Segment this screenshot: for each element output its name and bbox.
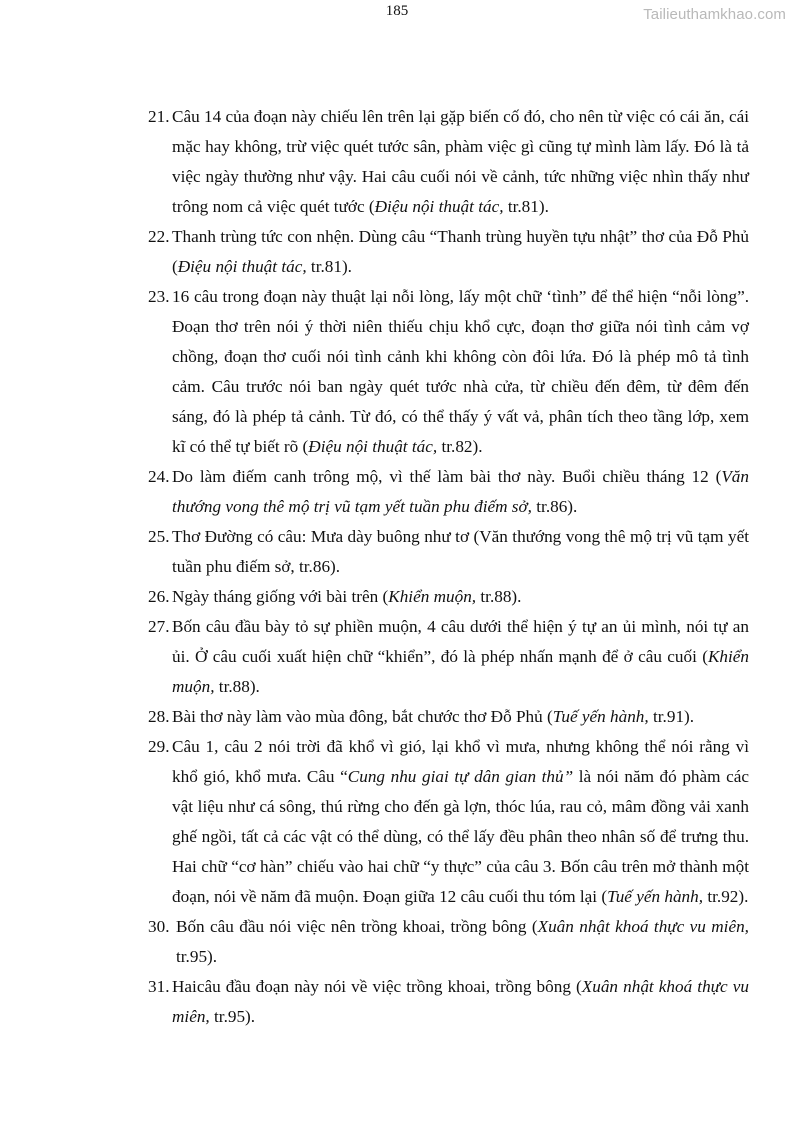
footnote-text-segment: Bốn câu đầu bày tỏ sự phiền muộn, 4 câu dưới thể hiện ý tự an ủi mình, nói tự an ủi. Ở câu cuối xuất hiện chữ “khiển”, đó là phép nhấn mạnh để ở câu cuối ( (172, 617, 749, 666)
footnote-text (172, 222, 749, 282)
footnote-text (172, 612, 749, 702)
footnote-text (172, 972, 749, 1032)
footnote-item (148, 522, 749, 582)
footnote-text-segment: Bốn câu đầu nói việc nên trồng khoai, trồng bông ( (176, 917, 538, 936)
footnote-text (172, 102, 749, 222)
footnote-source-title: Điệu nội thuật tác, (374, 197, 504, 216)
footnote-text-segment: tr.95). (176, 947, 218, 966)
footnote-text-segment: tr.88). (476, 587, 522, 606)
footnote-text-segment: Thơ Đường có câu: Mưa dày buông như tơ (Văn thướng vong thê mộ trị vũ tạm yết tuần phu điếm sở, tr.86). (172, 527, 749, 576)
footnote-text-segment: tr.91). (648, 707, 695, 726)
footnote-text-segment: Bài thơ này làm vào mùa đông, bắt chước thơ Đỗ Phủ ( (172, 707, 553, 726)
footnote-number: 30. (148, 917, 170, 936)
footnote-number: 21. (148, 107, 170, 126)
footnote-item (148, 582, 749, 612)
footnote-item (148, 222, 749, 282)
footnote-text-segment: Câu 1, câu 2 nói trời đã khổ vì gió, lại khổ vì mưa, nhưng không thể nói rằng vì khổ gió, khổ mưa. Câu “ (172, 737, 749, 786)
footnote-source-title: Văn thướng vong thê mộ trị vũ tạm yết tuần phu điếm sở, (172, 467, 749, 516)
footnote-text-segment: tr.88). (214, 677, 260, 696)
footnote-number: 22. (148, 227, 170, 246)
footnote-text-segment: là nói năm đó phàm các vật liệu như cá sông, thú rừng cho đến gà lợn, thóc lúa, rau cỏ, mâm đồng vải xanh ghế ngồi, tất cả các vật có thể dùng, có thể lấy đều phân theo nhân số để trưng thu. Hai chữ “cơ hàn” chiếu vào hai chữ “y thực” của câu 3. Bốn câu trên mở thành một đoạn, nói về năm đã muộn. Đoạn giữa 12 câu cuối thu tóm lại ( (172, 767, 750, 906)
footnote-text-segment: tr.81). (503, 197, 549, 216)
footnote-text (176, 912, 749, 972)
footnote-number: 29. (148, 737, 170, 756)
footnote-source-title: Điệu nội thuật tác, (308, 437, 438, 456)
footnote-source-title: Tuế yến hành, (607, 887, 704, 906)
footnote-item (148, 612, 749, 702)
footnote-source-title: Khiển muộn, (388, 587, 477, 606)
footnote-text-segment: Câu 14 của đoạn này chiếu lên trên lại gặp biến cố đó, cho nên từ việc có cái ăn, cái mặc hay không, trừ việc quét tước sân, phàm việc gì cũng tự mình làm lấy. Đó là tả việc ngày thường như vậy. Hai câu cuối nói về cảnh, tức những việc nhìn thấy như trông nom cả việc quét tước ( (172, 107, 749, 216)
footnote-text (172, 462, 749, 522)
footnote-number: 23. (148, 287, 170, 306)
footnote-number: 26. (148, 587, 170, 606)
footnote-text-segment: 16 câu trong đoạn này thuật lại nỗi lòng, lấy một chữ ‘tình” để thể hiện “nỗi lòng”. Đoạn thơ trên nói ý thời niên thiếu chịu khổ cực, đoạn thơ giữa nói tình cảm vợ chồng, đoạn thơ cuối nói tình cảnh khi không còn đôi lứa. Đó là phép mô tả tình cảm. Câu trước nói ban ngày quét tước nhà cửa, từ chiều đến đêm, từ đêm đến sáng, đó là phép tả cảnh. Từ đó, có thể thấy ý vất vả, phân tích theo tầng lớp, xem kĩ có thể tự biết rõ ( (172, 287, 749, 456)
notes-list (148, 102, 749, 1032)
footnote-text (172, 732, 749, 912)
footnote-item (148, 972, 749, 1032)
footnote-number: 25. (148, 527, 170, 546)
footnote-text (172, 582, 749, 612)
watermark: Tailieuthamkhao.com (643, 6, 786, 23)
footnote-item (148, 462, 749, 522)
footnote-text-segment: tr.81). (306, 257, 352, 276)
footnote-item (148, 912, 749, 972)
footnote-text (172, 282, 749, 462)
footnote-item (148, 702, 749, 732)
page-number: 185 (385, 3, 409, 19)
footnote-text-segment: tr.82). (437, 437, 483, 456)
footnote-text-segment: Haicâu đầu đoạn này nói về việc trồng khoai, trồng bông ( (172, 977, 582, 996)
footnote-text-segment: tr.92). (703, 887, 749, 906)
footnote-source-title: Khiển muộn, (172, 647, 749, 696)
footnote-number: 24. (148, 467, 170, 486)
footnote-text-segment: Ngày tháng giống với bài trên ( (172, 587, 389, 606)
footnote-number: 31. (148, 977, 170, 996)
footnote-item (148, 282, 749, 462)
footnote-text-segment: tr.86). (531, 497, 578, 516)
footnote-text-segment: Do làm điếm canh trông mộ, vì thế làm bài thơ này. Buổi chiều tháng 12 ( (172, 467, 722, 486)
footnote-item (148, 102, 749, 222)
footnote-source-title: Tuế yến hành, (552, 707, 649, 726)
footnote-text-segment: tr.95). (209, 1007, 256, 1026)
footnote-source-title: Xuân nhật khoá thực vu miên, (172, 977, 749, 1026)
footnote-number: 27. (148, 617, 170, 636)
footnote-source-title: Điệu nội thuật tác, (177, 257, 307, 276)
footnote-source-title: Xuân nhật khoá thực vu miên, (537, 917, 749, 936)
footnote-source-title: Cung nhu giai tự dân gian thủ” (347, 767, 574, 786)
footnote-item (148, 732, 749, 912)
footnote-text (172, 522, 749, 582)
footnote-text-segment: Thanh trùng tức con nhện. Dùng câu “Thanh trùng huyền tựu nhật” thơ của Đỗ Phủ ( (172, 227, 749, 276)
footnote-text (172, 702, 749, 732)
footnote-number: 28. (148, 707, 170, 726)
